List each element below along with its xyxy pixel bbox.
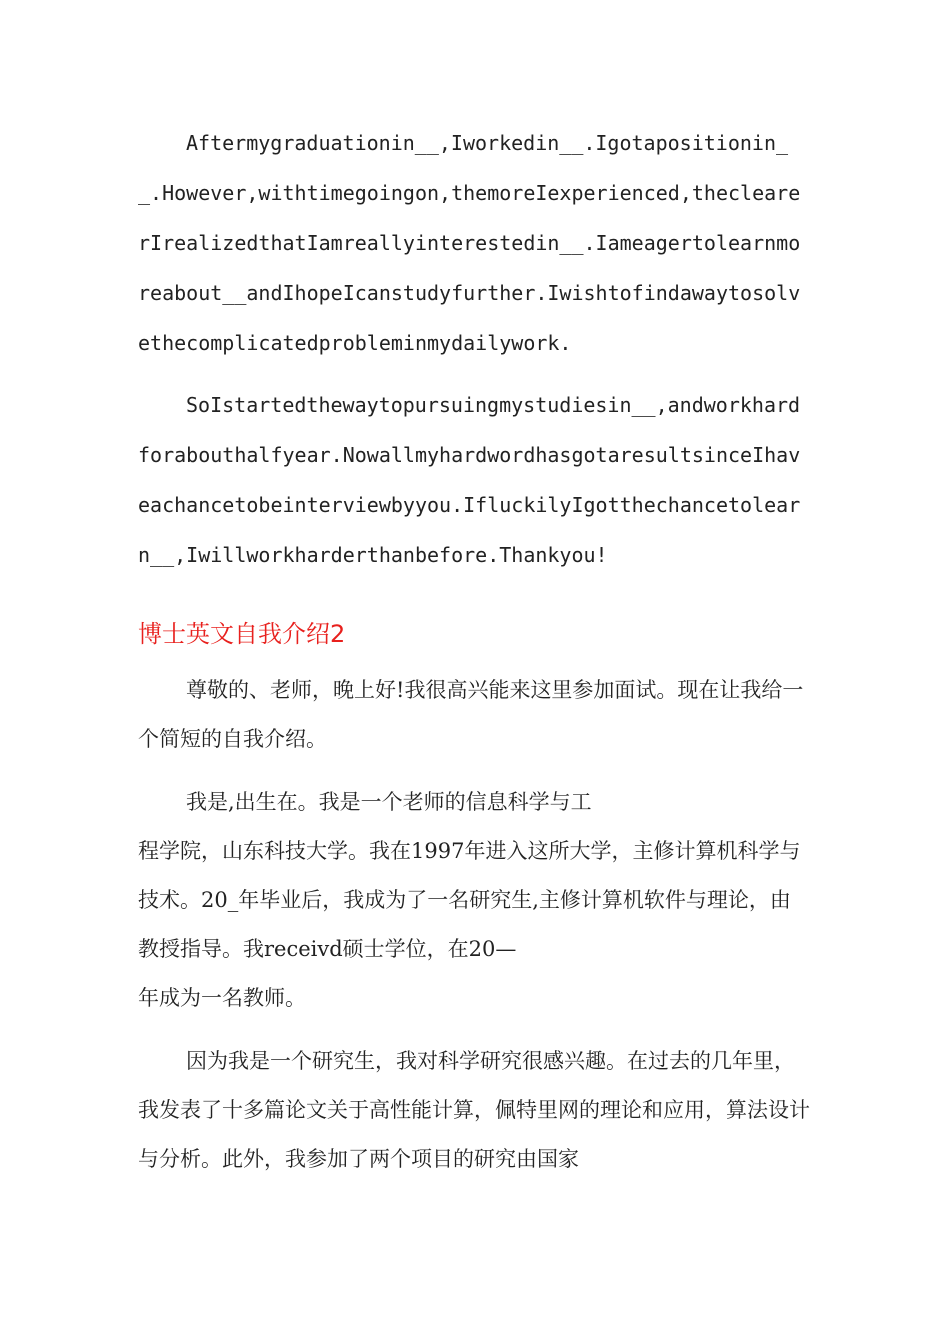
chinese-paragraph-2-line-2: 程学院，山东科技大学。我在1997年进入这所大学，主修计算机科学与技术。20_年毕业后，我成为了一名研究生,主修计算机软件与理论，由教授指导。我receivd硕士学位，在20— [138, 839, 801, 961]
chinese-paragraph-1: 尊敬的、老师，晚上好!我很高兴能来这里参加面试。现在让我给一个简短的自我介绍。 [138, 678, 804, 751]
chinese-paragraph-2-line-1: 我是,出生在。我是一个老师的信息科学与工 [186, 790, 592, 814]
section-heading: 博士英文自我介绍2 [138, 620, 346, 648]
chinese-paragraph-2-line-3: 年成为一名教师。 [138, 986, 306, 1010]
document-body [138, 118, 810, 1184]
english-paragraph-1: Aftermygraduationin__,Iworkedin__.Igotapositionin__.However,withtimegoingon,themoreIexperienced,theclearerIrealizedthatIamreallyinterestedin__.Iameagertolearnmoreabout__andIhopeIcanstudyfurther.Iwishtofindawaytosolvethecomplicatedprobleminmydailywork. [138, 131, 801, 355]
chinese-paragraph-2 [138, 778, 810, 1023]
chinese-paragraph-3: 因为我是一个研究生，我对科学研究很感兴趣。在过去的几年里，我发表了十多篇论文关于高性能计算，佩特里网的理论和应用，算法设计与分析。此外，我参加了两个项目的研究由国家 [138, 1049, 810, 1171]
english-paragraph-2: SoIstartedthewaytopursuingmystudiesin__,andworkhardforabouthalfyear.NowallmyhardwordhasgotaresultsinceIhaveachancetobeinterviewbyyou.IfluckilyIgotthechancetolearn__,Iwillworkharderthanbefore.Thankyou! [138, 393, 801, 567]
